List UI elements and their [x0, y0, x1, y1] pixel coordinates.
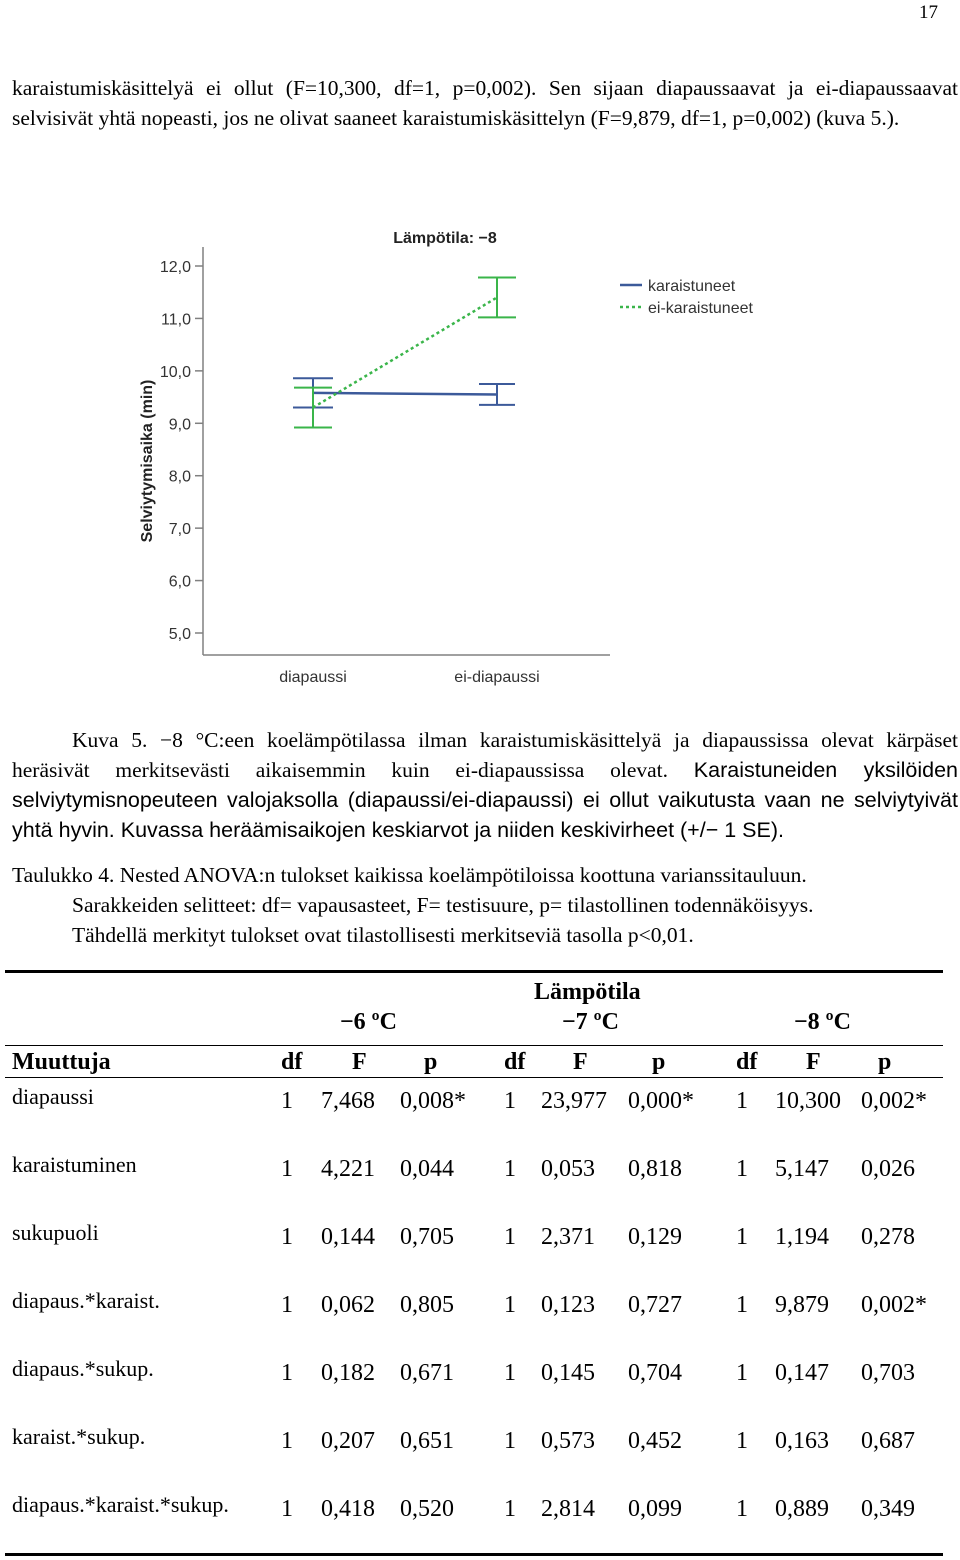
table-caption-line1: Nested ANOVA:n tulokset kaikissa koelämpötiloissa koottuna varianssitauluun. [119, 863, 807, 887]
table-cell: 0,002* [861, 1292, 927, 1318]
table-cell: 0,123 [541, 1292, 595, 1318]
table-cell: 0,418 [321, 1496, 375, 1522]
table-cell: 1 [281, 1292, 293, 1318]
table-cell: 1 [736, 1224, 748, 1250]
column-header-5: F [573, 1049, 588, 1075]
table-cell: 1 [736, 1496, 748, 1522]
table-cell: 7,468 [321, 1088, 375, 1114]
variable-header: Muuttuja [12, 1049, 111, 1075]
y-tick-label: 8,0 [168, 468, 191, 486]
column-header-4: df [504, 1049, 526, 1075]
table-cell: 0,889 [775, 1496, 829, 1522]
row-label: diapaus.*karaist.*sukup. [12, 1492, 229, 1517]
group-header: Lämpötila [534, 979, 641, 1005]
y-tick-label: 11,0 [161, 311, 191, 329]
table-cell: 0,705 [400, 1224, 454, 1250]
table-cell: 1 [281, 1428, 293, 1454]
table-cell: 1 [736, 1360, 748, 1386]
table-cell: 0,044 [400, 1156, 454, 1182]
table-cell: 4,221 [321, 1156, 375, 1182]
table-cell: 0,207 [321, 1428, 375, 1454]
column-header-8: F [806, 1049, 821, 1075]
y-tick-label: 7,0 [168, 521, 191, 539]
table-cell: 1,194 [775, 1224, 829, 1250]
y-axis-label: Selviytymisaika (min) [139, 379, 156, 543]
table-cell: 0,278 [861, 1224, 915, 1250]
table-cell: 0,452 [628, 1428, 682, 1454]
table-cell: 0,818 [628, 1156, 682, 1182]
table-subheader-rule [5, 1077, 943, 1078]
x-tick-label: diapaussi [279, 669, 347, 686]
table-cell: 5,147 [775, 1156, 829, 1182]
table-cell: 0,144 [321, 1224, 375, 1250]
table-cell: 0,062 [321, 1292, 375, 1318]
temp-header-1: −6 ºC [340, 1009, 397, 1035]
table-cell: 1 [281, 1088, 293, 1114]
column-header-6: p [652, 1049, 666, 1075]
column-header-1: df [281, 1049, 303, 1075]
table-cell: 0,002* [861, 1088, 927, 1114]
table-cell: 0,163 [775, 1428, 829, 1454]
temp-header-3: −8 ºC [794, 1009, 851, 1035]
table-cell: 0,651 [400, 1428, 454, 1454]
table-cell: 0,687 [861, 1428, 915, 1454]
series-line-ei-karaistuneet [313, 297, 497, 407]
series-line-karaistuneet [313, 393, 497, 395]
line-chart [120, 215, 820, 695]
table-cell: 10,300 [775, 1088, 841, 1114]
table-cell: 0,026 [861, 1156, 915, 1182]
table-cell: 1 [504, 1360, 516, 1386]
y-tick-label: 12,0 [159, 259, 191, 276]
column-header-3: p [424, 1049, 438, 1075]
figure-caption-sans: Karaistuneiden yksilöiden selviytymisnopeuteen valojaksolla (diapaussi/ei-diapaussi) ei ollut vaikutusta vaan ne selviytyivät yhtä hyvin. Kuvassa heräämisaikojen keskiarvot ja niiden keskivirheet (+/− 1 SE). [12, 758, 959, 842]
anova-table [0, 970, 960, 1560]
y-tick-label: 5,0 [168, 626, 191, 643]
table-cell: 0,008* [400, 1088, 466, 1114]
figure-caption [12, 725, 958, 845]
table-cell: 0,147 [775, 1360, 829, 1386]
table-cell: 0,053 [541, 1156, 595, 1182]
table-cell: 1 [504, 1224, 516, 1250]
table-cell: 1 [281, 1224, 293, 1250]
table-cell: 1 [736, 1428, 748, 1454]
chart-title: Lämpötila: −8 [393, 230, 497, 247]
row-label: sukupuoli [12, 1220, 99, 1245]
x-tick-label: ei-diapaussi [454, 669, 540, 686]
table-cell: 2,814 [541, 1496, 595, 1522]
table-cell: 0,704 [628, 1360, 682, 1386]
legend-label: ei-karaistuneet [648, 300, 753, 317]
table-cell: 0,671 [400, 1360, 454, 1386]
row-label: diapaus.*karaist. [12, 1288, 160, 1313]
table-top-rule [5, 970, 943, 973]
table-cell: 0,182 [321, 1360, 375, 1386]
y-tick-label: 6,0 [168, 573, 191, 591]
legend-label: karaistuneet [648, 278, 736, 295]
row-label: diapaussi [12, 1084, 94, 1109]
table-cell: 1 [281, 1156, 293, 1182]
table-bottom-rule [5, 1553, 943, 1556]
table-caption-label: Taulukko 4. [12, 863, 115, 887]
column-header-9: p [878, 1049, 892, 1075]
table-cell: 1 [736, 1292, 748, 1318]
y-tick-label: 9,0 [168, 416, 191, 434]
table-cell: 0,129 [628, 1224, 682, 1250]
table-cell: 0,703 [861, 1360, 915, 1386]
table-cell: 0,727 [628, 1292, 682, 1318]
table-caption-line2: Sarakkeiden selitteet: df= vapausasteet, F= testisuure, p= tilastollinen todennäköisyys. [72, 893, 814, 917]
row-label: karaistuminen [12, 1152, 137, 1177]
figure-caption-serif: Kuva 5. −8 °C:een koelämpötilassa ilman karaistumiskäsittelyä ja diapaussissa olevat kärpäset heräsivät merkitsevästi aikaisemmin kuin ei-diapaussissa olevat. [12, 728, 958, 782]
table-cell: 9,879 [775, 1292, 829, 1318]
table-cell: 1 [281, 1496, 293, 1522]
table-cell: 0,145 [541, 1360, 595, 1386]
table-cell: 0,000* [628, 1088, 694, 1114]
table-cell: 1 [736, 1088, 748, 1114]
row-label: karaist.*sukup. [12, 1424, 146, 1449]
table-cell: 2,371 [541, 1224, 595, 1250]
temp-header-2: −7 ºC [562, 1009, 619, 1035]
intro-paragraph: karaistumiskäsittelyä ei ollut (F=10,300, df=1, p=0,002). Sen sijaan diapaussaavat ja ei-diapaussaavat selvisivät yhtä nopeasti, jos ne olivat saaneet karaistumiskäsittelyn (F=9,879, df=1, p=0,002) (kuva 5.). [12, 76, 958, 130]
table-cell: 1 [504, 1292, 516, 1318]
table-cell: 1 [504, 1428, 516, 1454]
table-cell: 0,573 [541, 1428, 595, 1454]
y-tick-label: 10,0 [159, 363, 191, 381]
table-cell: 0,520 [400, 1496, 454, 1522]
row-label: diapaus.*sukup. [12, 1356, 154, 1381]
table-cell: 23,977 [541, 1088, 607, 1114]
table-cell: 1 [504, 1088, 516, 1114]
table-cell: 0,349 [861, 1496, 915, 1522]
page-number: 17 [919, 2, 938, 23]
table-cell: 1 [504, 1156, 516, 1182]
table-cell: 0,099 [628, 1496, 682, 1522]
table-header-rule [5, 1045, 943, 1046]
table-cell: 1 [504, 1496, 516, 1522]
column-header-2: F [352, 1049, 367, 1075]
column-header-7: df [736, 1049, 758, 1075]
table-cell: 0,805 [400, 1292, 454, 1318]
figure-5 [120, 215, 820, 700]
table-cell: 1 [736, 1156, 748, 1182]
table-cell: 1 [281, 1360, 293, 1386]
table-caption [12, 860, 958, 950]
table-caption-line3: Tähdellä merkityt tulokset ovat tilastollisesti merkitseviä tasolla p<0,01. [72, 923, 694, 947]
